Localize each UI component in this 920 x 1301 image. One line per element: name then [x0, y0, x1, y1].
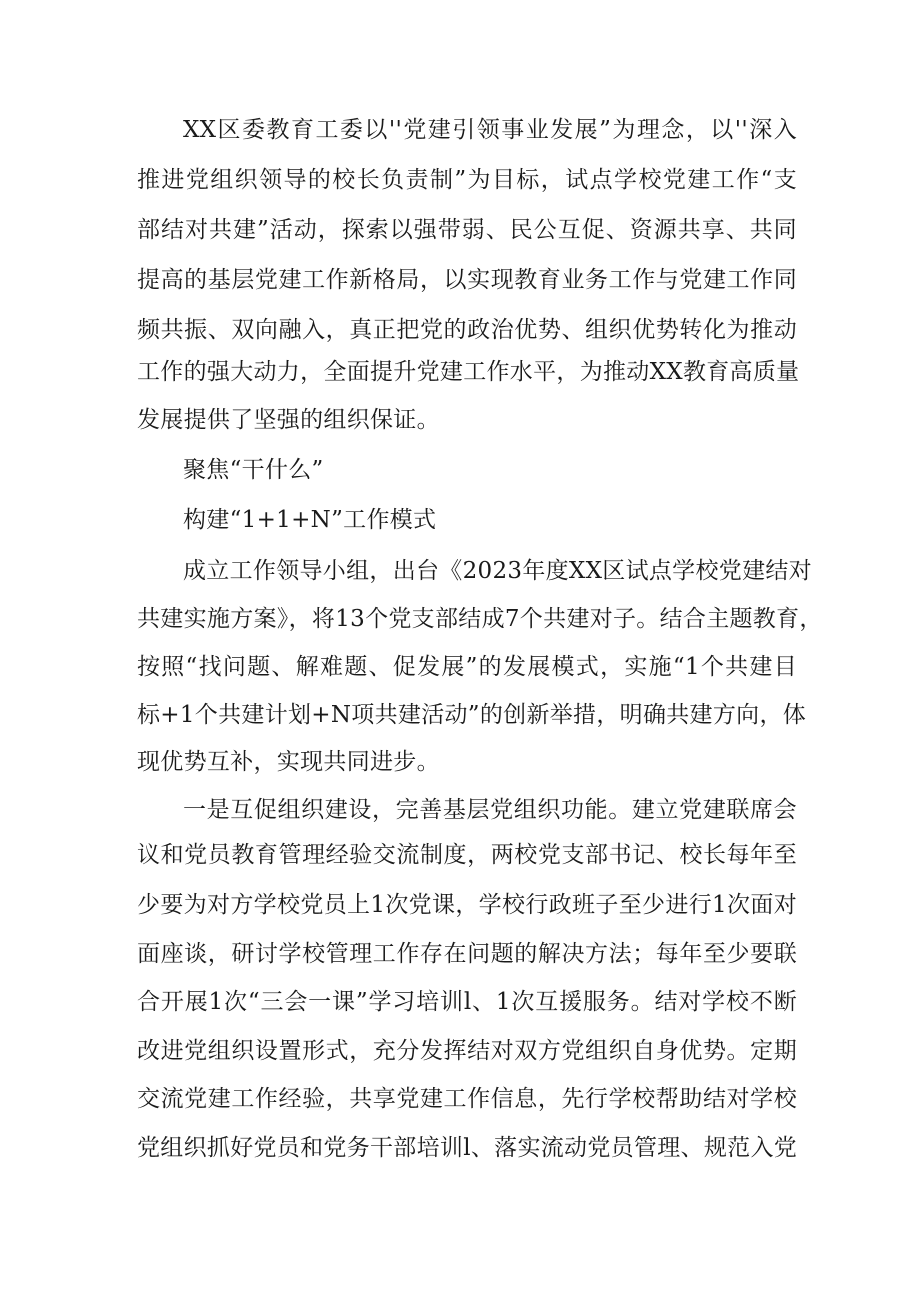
paragraph-3-line-7: 交流党建工作经验，共享党建工作信息，先行学校帮助结对学校 [137, 1086, 797, 1112]
paragraph-3-line-4: 面座谈，研讨学校管理工作存在问题的解决方法；每年至少要联 [137, 941, 797, 967]
paragraph-1-line-2: 推进党组织领导的校长负责制”为目标，试点学校党建工作“支 [137, 167, 797, 193]
paragraph-3-line-2: 议和党员教育管理经验交流制度，两校党支部书记、校长每年至 [137, 842, 797, 868]
paragraph-1-line-1: XX区委教育工委以''党建引领事业发展”为理念，以''深入 [183, 117, 797, 143]
paragraph-2-line-4: 标+1个共建计划+N项共建活动”的创新举措，明确共建方向，体 [137, 702, 807, 728]
paragraph-3-line-8: 党组织抓好党员和党务干部培训l、落实流动党员管理、规范入党 [137, 1135, 798, 1161]
paragraph-2-line-2: 共建实施方案》，将13个党支部结成7个共建对子。结合主题教育， [137, 606, 823, 632]
paragraph-2-line-5: 现优势互补，实现共同进步。 [137, 749, 440, 775]
section-heading-1: 聚焦“干什么” [183, 457, 324, 483]
paragraph-3-line-1: 一是互促组织建设，完善基层党组织功能。建立党建联席会 [183, 797, 797, 823]
paragraph-1-line-4: 提高的基层党建工作新格局，以实现教育业务工作与党建工作同 [137, 267, 797, 293]
paragraph-1-line-7: 发展提供了坚强的组织保证。 [137, 407, 440, 433]
paragraph-3-line-3: 少要为对方学校党员上1次党课，学校行政班子至少进行1次面对 [137, 892, 797, 918]
paragraph-1-line-5: 频共振、双向融入，真正把党的政治优势、组织优势转化为推动 [137, 317, 797, 343]
paragraph-1-line-6: 工作的强大动力，全面提升党建工作水平，为推动XX教育高质量 [137, 359, 800, 385]
paragraph-3-line-6: 改进党组织设置形式，充分发挥结对双方党组织自身优势。定期 [137, 1038, 797, 1064]
paragraph-3-line-5: 合开展1次“三会一课”学习培训l、1次互援服务。结对学校不断 [137, 989, 797, 1015]
section-heading-2: 构建“1+1+N”工作模式 [183, 507, 437, 533]
paragraph-2-line-1: 成立工作领导小组，出台《2023年度XX区试点学校党建结对 [183, 558, 812, 584]
paragraph-1-line-3: 部结对共建”活动，探索以强带弱、民公互促、资源共享、共同 [137, 217, 797, 243]
paragraph-2-line-3: 按照“找问题、解难题、促发展”的发展模式，实施“1个共建目 [137, 654, 797, 680]
